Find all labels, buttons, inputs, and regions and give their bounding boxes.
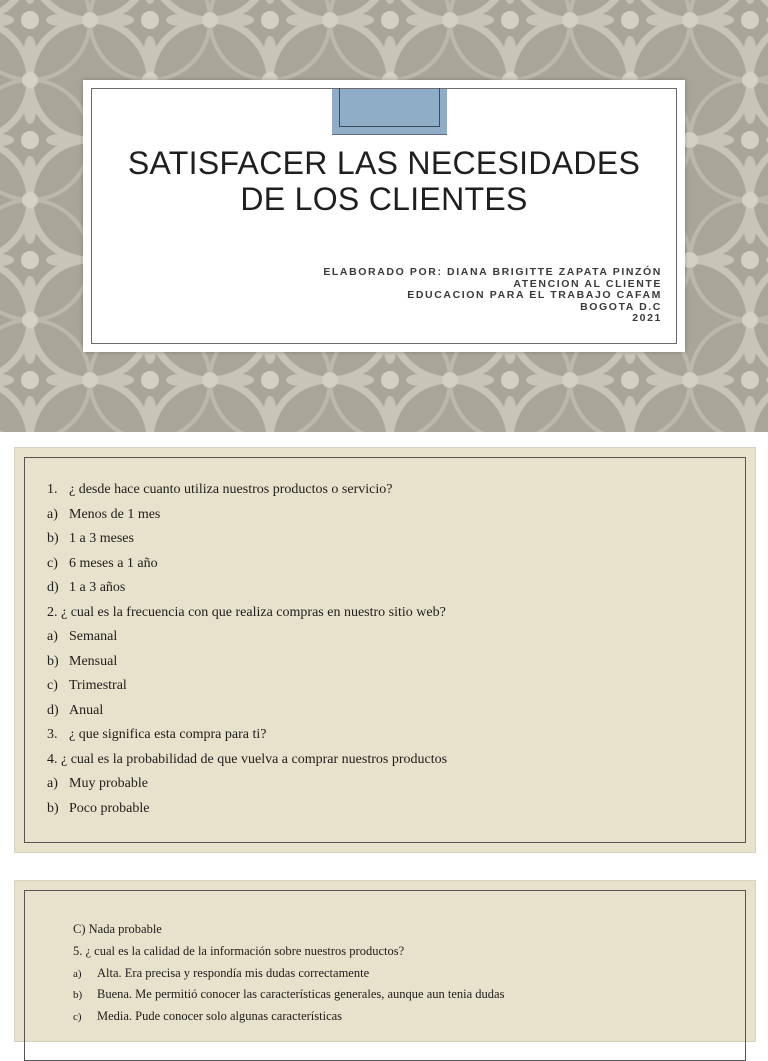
list-text: Anual xyxy=(69,702,104,718)
list-item xyxy=(73,964,504,986)
list-text: C) Nada probable xyxy=(73,922,162,936)
list-item xyxy=(47,480,447,505)
credit-line: ELABORADO POR: DIANA BRIGITTE ZAPATA PINZÓN xyxy=(323,266,662,278)
questions-slide-continued xyxy=(14,880,756,1042)
accent-tab xyxy=(332,89,447,135)
list-item xyxy=(47,750,447,775)
list-item xyxy=(47,603,447,628)
list-marker: c) xyxy=(73,1011,82,1024)
list-marker: d) xyxy=(47,702,59,718)
list-marker: a) xyxy=(73,967,82,980)
slide-title xyxy=(92,145,676,217)
credits-block xyxy=(323,267,662,325)
list-item xyxy=(47,701,447,726)
list-marker: c) xyxy=(47,555,58,571)
list-item xyxy=(47,725,447,750)
questions-slide xyxy=(14,447,756,853)
list-marker: b) xyxy=(47,531,59,546)
list-text: Muy probable xyxy=(69,776,148,791)
list-item xyxy=(47,554,447,579)
list-text: 1 a 3 meses xyxy=(69,531,134,546)
list-item xyxy=(47,799,447,824)
title-line-1: SATISFACER LAS NECESIDADES xyxy=(127,145,641,181)
credit-line: 2021 xyxy=(632,312,662,324)
title-card xyxy=(83,80,685,352)
list-text: Media. Pude conocer solo algunas características xyxy=(97,1009,343,1024)
questions-frame xyxy=(24,457,746,843)
list-item xyxy=(47,529,447,554)
list-text: Trimestral xyxy=(69,678,127,693)
list-item xyxy=(47,505,447,530)
list-text: Poco probable xyxy=(69,800,150,816)
list-text: Alta. Era precisa y respondía mis dudas correctamente xyxy=(97,965,370,980)
list-text: 6 meses a 1 año xyxy=(69,555,158,571)
title-card-frame xyxy=(91,88,677,344)
list-text: Semanal xyxy=(69,629,118,644)
list-item xyxy=(73,942,504,964)
list-item xyxy=(73,920,504,942)
list-marker: d) xyxy=(47,580,59,595)
title-line-2: DE LOS CLIENTES xyxy=(240,181,528,217)
list-item xyxy=(47,578,447,603)
list-text: Menos de 1 mes xyxy=(69,506,161,522)
list-marker: a) xyxy=(47,776,58,791)
list-item xyxy=(73,985,504,1007)
list-marker: a) xyxy=(47,629,58,644)
list-item xyxy=(47,774,447,799)
list-marker: c) xyxy=(47,678,58,693)
list-text: 5. ¿ cual es la calidad de la información sobre nuestros productos? xyxy=(73,943,405,958)
list-item xyxy=(47,676,447,701)
credit-line: ATENCION AL CLIENTE xyxy=(513,277,662,290)
list-marker: 1. xyxy=(47,482,58,497)
list-marker: b) xyxy=(73,989,83,1002)
question-list xyxy=(47,480,447,823)
list-marker: b) xyxy=(47,653,59,669)
list-marker: b) xyxy=(47,800,59,816)
questions-frame xyxy=(24,890,746,1061)
list-item xyxy=(73,1007,504,1029)
list-text: 4. ¿ cual es la probabilidad de que vuelva a comprar nuestros productos xyxy=(47,751,448,767)
question-list xyxy=(73,920,504,1029)
list-text: 1 a 3 años xyxy=(69,580,126,595)
credit-line: EDUCACION PARA EL TRABAJO CAFAM xyxy=(407,289,662,301)
list-marker: 3. xyxy=(47,727,58,742)
list-text: ¿ que significa esta compra para ti? xyxy=(69,727,267,742)
list-marker: a) xyxy=(47,506,58,522)
list-item xyxy=(47,652,447,677)
credit-line: BOGOTA D.C xyxy=(580,300,662,313)
list-text: ¿ desde hace cuanto utiliza nuestros productos o servicio? xyxy=(69,482,393,497)
title-slide xyxy=(0,0,768,432)
list-text: 2. ¿ cual es la frecuencia con que realiza compras en nuestro sitio web? xyxy=(47,604,446,620)
list-text: Buena. Me permitió conocer las características generales, aunque aun tenia dudas xyxy=(97,987,505,1002)
list-text: Mensual xyxy=(69,653,118,669)
list-item xyxy=(47,627,447,652)
